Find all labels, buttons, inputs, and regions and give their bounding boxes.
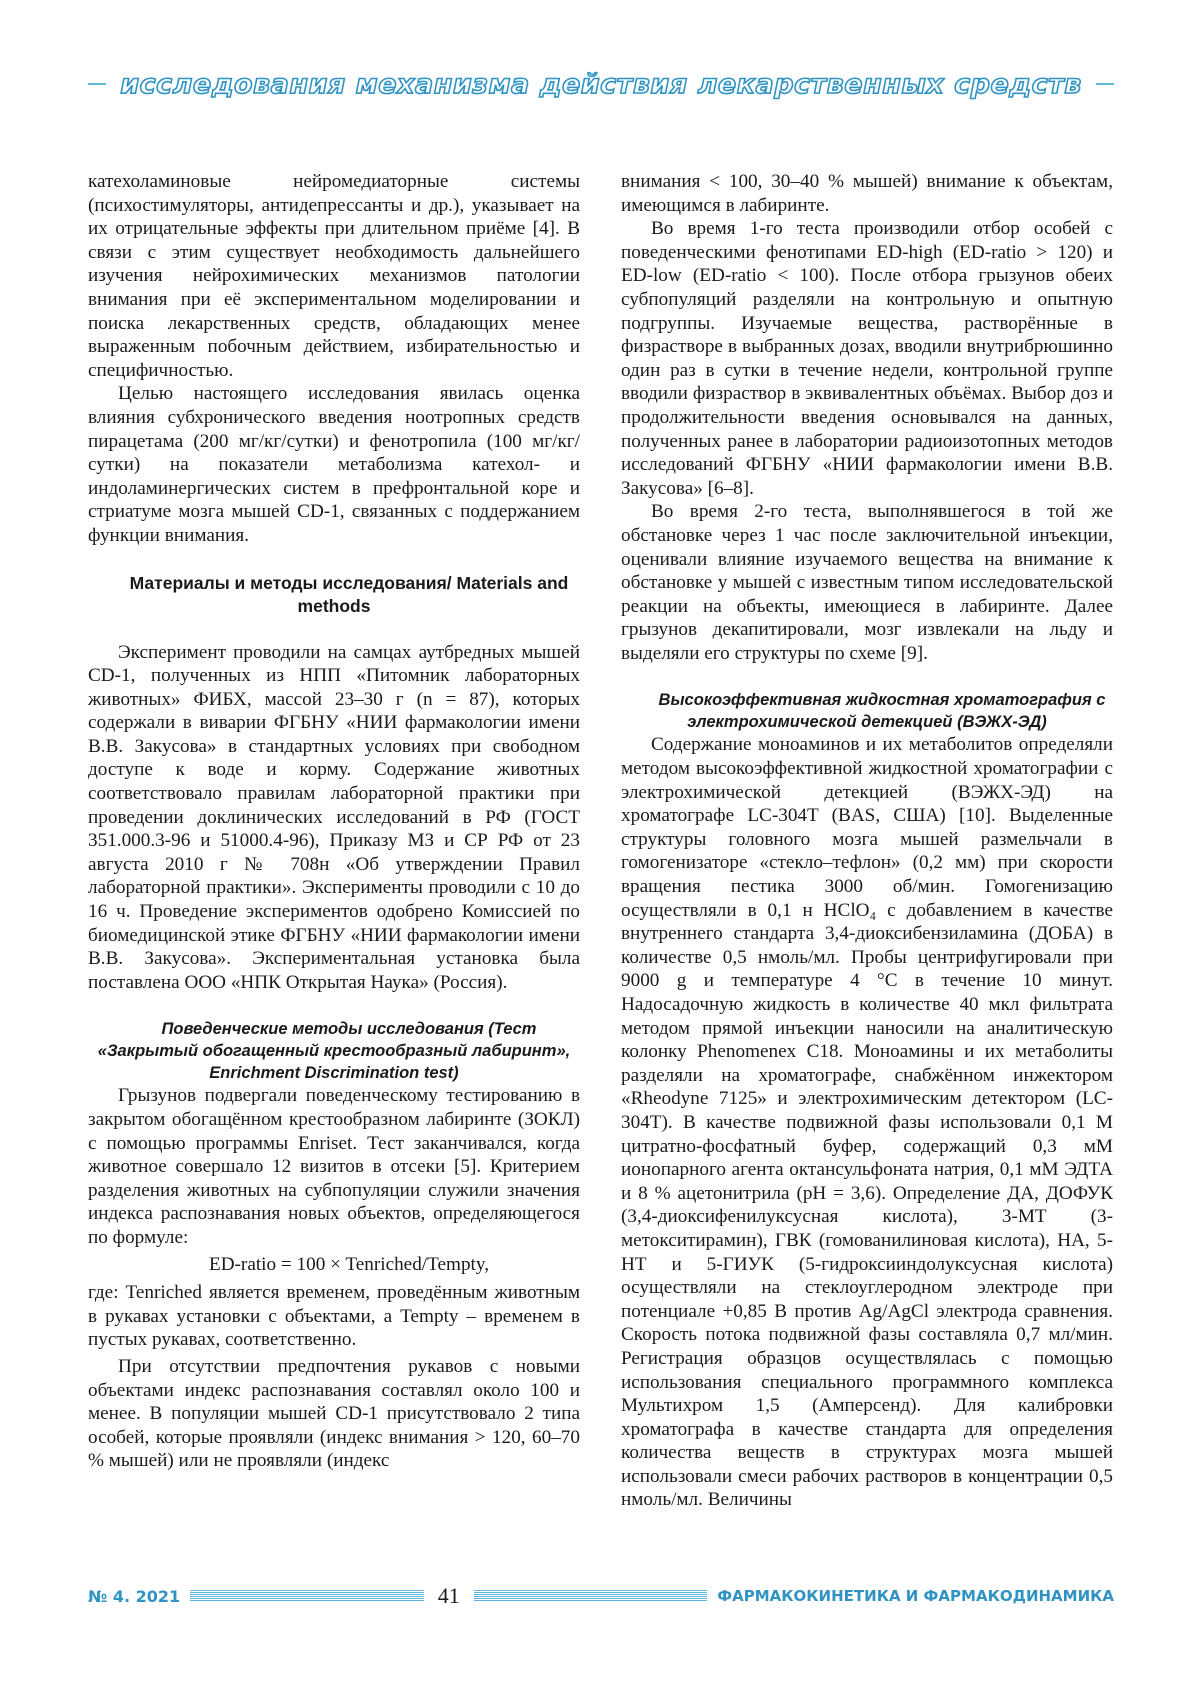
running-header xyxy=(88,64,1114,104)
left-column xyxy=(88,170,580,1473)
header-rule-right xyxy=(1096,83,1114,85)
left-paragraph-3: Эксперимент проводили на самцах аутбредных мышей CD-1, полученных из НПП «Питомник лабораторных животных» ФИБХ, массой 23–30 г (n = 87), которых содержали в виварии ФГБНУ «НИИ фармакологии имени В.В. Закусова» в стандартных условиях при свободном доступе к воде и корму. Содержание животных соответствовало правилам лабораторной практики при проведении доклинических исследований в РФ (ГОСТ 351.000.3-96 и 51000.4-96), Приказу МЗ и СР РФ от 23 августа 2010 г № 708н «Об утверждении Правил лабораторной практики». Эксперименты проводили с 10 до 16 ч. Проведение экспериментов одобрено Комиссией по биомедицинской этике ФГБНУ «НИИ фармакологии имени В.В. Закусова». Экспериментальная установка была поставлена ООО «НПК Открытая Наука» (Россия). xyxy=(88,641,580,993)
subheading-hplc: Высокоэффективная жидкостная хроматография с электрохимической детекцией (ВЭЖХ-ЭД) xyxy=(658,691,1106,732)
formula-ed-ratio: ED-ratio = 100 × Tenriched/Tempty, xyxy=(208,1253,490,1275)
left-paragraph-4: Грызунов подвергали поведенческому тестированию в закрытом обогащённом крестообразном лабиринте (ЗОКЛ) с помощью программы Enriset. Тест заканчивался, когда животное совершало 12 визитов в отсеки [5]. Критерием разделения животных на субпопуляции служили значения индекса распознавания новых объектов, определяющегося по формуле: xyxy=(88,1085,580,1248)
running-footer xyxy=(88,1583,1114,1609)
footer-stripe-right xyxy=(474,1590,708,1602)
right-paragraph-2: Во время 1-го теста производили отбор особей с поведенческими фенотипами ED-high (ED-ratio > 120) и ED-low (ED-ratio < 100). После отбора грызунов обеих субпопуляций разделяли на контрольную и опытную подгруппы. Изучаемые вещества, растворённые в физрастворе в выбранных дозах, вводили внутрибрюшинно один раз в сутки в течение недели, контрольной группе вводили физраствор в эквивалентных объёмах. Выбор доз и продолжительности введения основывался на данных, полученных ранее в лаборатории радиоизотопных методов исследований ФГБНУ «НИИ фармакологии имени В.В. Закусова» [6–8]. xyxy=(621,218,1113,499)
right-column xyxy=(621,170,1113,1512)
page-number: 41 xyxy=(437,1583,460,1608)
section-heading-methods: Материалы и методы исследования/ Materials and methods xyxy=(129,572,569,616)
left-paragraph-6: При отсутствии предпочтения рукавов с новыми объектами индекс распознавания составлял около 100 и менее. В популяции мышей CD-1 присутствовало 2 типа особей, которые проявляли (индекс внимания > 120, 60–70 % мышей) или не проявляли (индекс xyxy=(88,1355,580,1472)
right-paragraph-4: Содержание моноаминов и их метаболитов определяли методом высокоэффективной жидкостной хроматографии с электрохимической детекцией (ВЭЖХ-ЭД) на хроматографе LC-304T (BAS, США) [10]. Выделенные структуры головного мозга мышей размельчали в гомогенизаторе «стекло–тефлон» (0,2 мм) при скорости вращения пестика 3000 об/мин. Гомогенизацию осуществляли в 0,1 н HClO₄ с добавлением в качестве внутреннего стандарта 3,4-диоксибензиламина (ДОБА) в количестве 0,5 нмоль/мл. Пробы центрифугировали при 9000 g и температуре 4 °С в течение 10 минут. Надосадочную жидкость в количестве 40 мкл фильтрата методом прямой инъекции наносили на аналитическую колонку Phenomenex C18. Моноамины и их метаболиты разделяли на хроматографе, снабжённом инжектором «Rheodyne 7125» и электрохимическим детектором (LC-304T). В качестве подвижной фазы использовали 0,1 М цитратно-фосфатный буфер, содержащий 0,3 мМ ионопарного агента октансульфоната натрия, 0,1 мМ ЭДТА и 8 % ацетонитрила (рН = 3,6). Определение ДА, ДОФУК (3,4-диоксифенилуксусная кислота), 3-МТ (3-метокситирамин), ГВК (гомованилиновая кислота), НА, 5-НТ и 5-ГИУК (5-гидроксииндолуксусная кислота) осуществляли на стеклоуглеродном электроде при потенциале +0,85 В против Ag/AgCl электрода сравнения. Скорость потока подвижной фазы составляла 0,7 мл/мин. Регистрация образцов осуществлялась с помощью использования специального программного комплекса Мультихром 1,5 (Амперсенд). Для калибровки хроматографа в качестве стандарта для определения количества веществ в структурах мозга мышей использовали смеси рабочих растворов в концентрации 0,5 нмоль/мл. Величины xyxy=(621,734,1113,1511)
subheading-behavior: Поведенческие методы исследования (Тест «Закрытый обогащенный крестообразный лабиринт», Enrichment Discrimination test) xyxy=(97,1020,571,1083)
left-paragraph-1: катехоламиновые нейромедиаторные системы (психостимуляторы, антидепрессанты и др.), указывает на их отрицательные эффекты при длительном приёме [4]. В связи с этим существует необходимость дальнейшего изучения нейрохимических механизмов патологии внимания при её экспериментальном моделировании и поиска лекарственных средств, обладающих менее выраженным побочным действием, избирательностью и специфичностью. xyxy=(88,171,580,381)
header-title: исследования механизма действия лекарственных средств xyxy=(120,68,1082,100)
right-paragraph-1: внимания < 100, 30–40 % мышей) внимание к объектам, имеющимся в лабиринте. xyxy=(621,171,1113,216)
header-rule-left xyxy=(88,83,106,85)
issue-number: № 4. 2021 xyxy=(88,1586,181,1606)
right-paragraph-3: Во время 2-го теста, выполнявшегося в той же обстановке через 1 час после заключительной инъекции, оценивали влияние изучаемого вещества на внимание к обстановке у мышей с известным типом исследовательской реакции на объекты, имеющиеся в лабиринте. Далее грызунов декапитировали, мозг извлекали на льду и выделяли его структуры по схеме [9]. xyxy=(621,501,1113,664)
left-paragraph-5: где: Tenriched является временем, проведённым животным в рукавах установки с объектами, а Tempty – временем в пустых рукавах, соответственно. xyxy=(88,1282,580,1351)
left-paragraph-2: Целью настоящего исследования явилась оценка влияния субхронического введения ноотропных средств пирацетама (200 мг/кг/сутки) и фенотропила (100 мг/кг/сутки) на показатели метаболизма катехол- и индоламинергических систем в префронтальной коре и стриатуме мозга мышей CD-1, связанных с поддержанием функции внимания. xyxy=(88,383,580,546)
footer-stripe-left xyxy=(190,1590,424,1602)
journal-name: ФАРМАКОКИНЕТИКА И ФАРМАКОДИНАМИКА xyxy=(717,1587,1115,1605)
